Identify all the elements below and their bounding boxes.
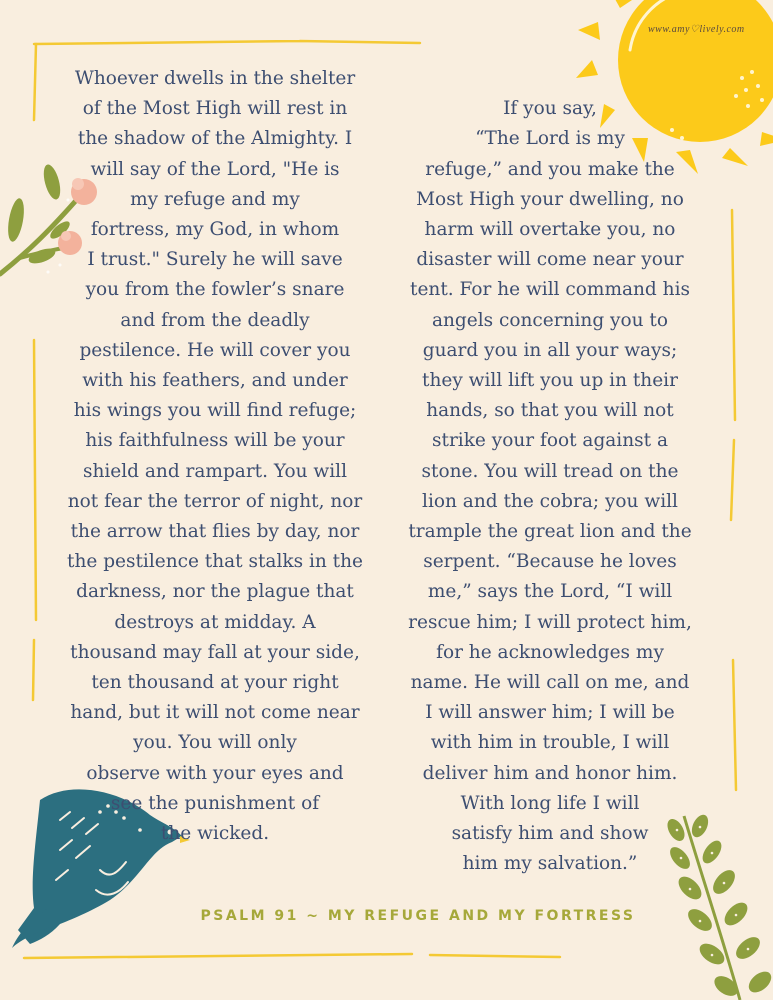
- text-line: fortress, my God, in whom: [90, 219, 340, 241]
- text-line: with him in trouble, I will: [430, 732, 670, 754]
- text-line: refuge,” and you make the: [425, 158, 675, 180]
- text-line: Whoever dwells in the shelter: [74, 68, 356, 89]
- text-line: his wings you will find refuge;: [73, 400, 357, 422]
- text-line: harm will overtake you, no: [424, 219, 676, 241]
- text-line: with his feathers, and under: [82, 370, 348, 392]
- text-line: I will answer him; I will be: [425, 702, 675, 724]
- text-line: my refuge and my: [130, 188, 300, 210]
- text-line: the pestilence that stalks in the: [67, 551, 363, 573]
- text-line: and from the deadly: [120, 309, 310, 331]
- text-line: disaster will come near your: [416, 249, 684, 271]
- text-line: pestilence. He will cover you: [79, 339, 351, 361]
- text-line: will say of the Lord, "He is: [90, 158, 340, 180]
- text-line: observe with your eyes and: [86, 762, 344, 784]
- text-line: hands, so that you will not: [426, 400, 674, 422]
- text-line: tent. For he will command his: [410, 279, 690, 301]
- text-line: name. He will call on me, and: [410, 672, 690, 694]
- text-line: With long life I will: [460, 792, 640, 814]
- text-line: rescue him; I will protect him,: [408, 611, 692, 633]
- text-line: the wicked.: [160, 823, 270, 845]
- psalm-title: PSALM 91 ~ MY REFUGE AND MY FORTRESS: [200, 908, 636, 924]
- text-line: darkness, nor the plague that: [76, 581, 354, 603]
- text-line: guard you in all your ways;: [422, 339, 678, 361]
- text-line: shield and rampart. You will: [82, 460, 348, 482]
- brand-watermark: www.amy♡lively.com: [648, 24, 745, 35]
- text-line: of the Most High will rest in: [82, 98, 348, 120]
- text-line: lion and the cobra; you will: [422, 490, 678, 512]
- left-column-text: [56, 64, 374, 849]
- text-line: his faithfulness will be your: [85, 430, 345, 452]
- text-line: destroys at midday. A: [114, 611, 316, 633]
- text-line: him my salvation.”: [462, 853, 638, 875]
- text-line: If you say,: [503, 98, 597, 120]
- text-line: the arrow that flies by day, nor: [70, 521, 360, 543]
- text-line: satisfy him and show: [451, 823, 649, 845]
- text-line: for he acknowledges my: [436, 641, 664, 663]
- text-line: me,” says the Lord, “I will: [427, 581, 673, 603]
- text-line: strike your foot against a: [432, 430, 668, 452]
- text-line: “The Lord is my: [475, 128, 625, 150]
- text-line: serpent. “Because he loves: [423, 551, 677, 573]
- text-line: you. You will only: [133, 732, 297, 754]
- text-line: hand, but it will not come near: [70, 702, 360, 724]
- text-line: ten thousand at your right: [91, 672, 339, 694]
- text-line: trample the great lion and the: [408, 521, 692, 543]
- text-line: deliver him and honor him.: [422, 762, 678, 784]
- text-line: stone. You will tread on the: [421, 460, 679, 482]
- text-line: angels concerning you to: [431, 309, 669, 331]
- text-line: you from the fowler’s snare: [85, 279, 345, 301]
- text-line: thousand may fall at your side,: [70, 641, 360, 663]
- text-line: not fear the terror of night, nor: [67, 490, 363, 512]
- text-line: [394, 64, 706, 94]
- right-column-text: [394, 64, 706, 879]
- text-line: Most High your dwelling, no: [416, 188, 684, 210]
- text-line: see the punishment of: [110, 792, 320, 814]
- text-line: I trust." Surely he will save: [87, 249, 343, 271]
- text-line: the shadow of the Almighty. I: [77, 128, 353, 150]
- text-line: they will lift you up in their: [422, 370, 678, 392]
